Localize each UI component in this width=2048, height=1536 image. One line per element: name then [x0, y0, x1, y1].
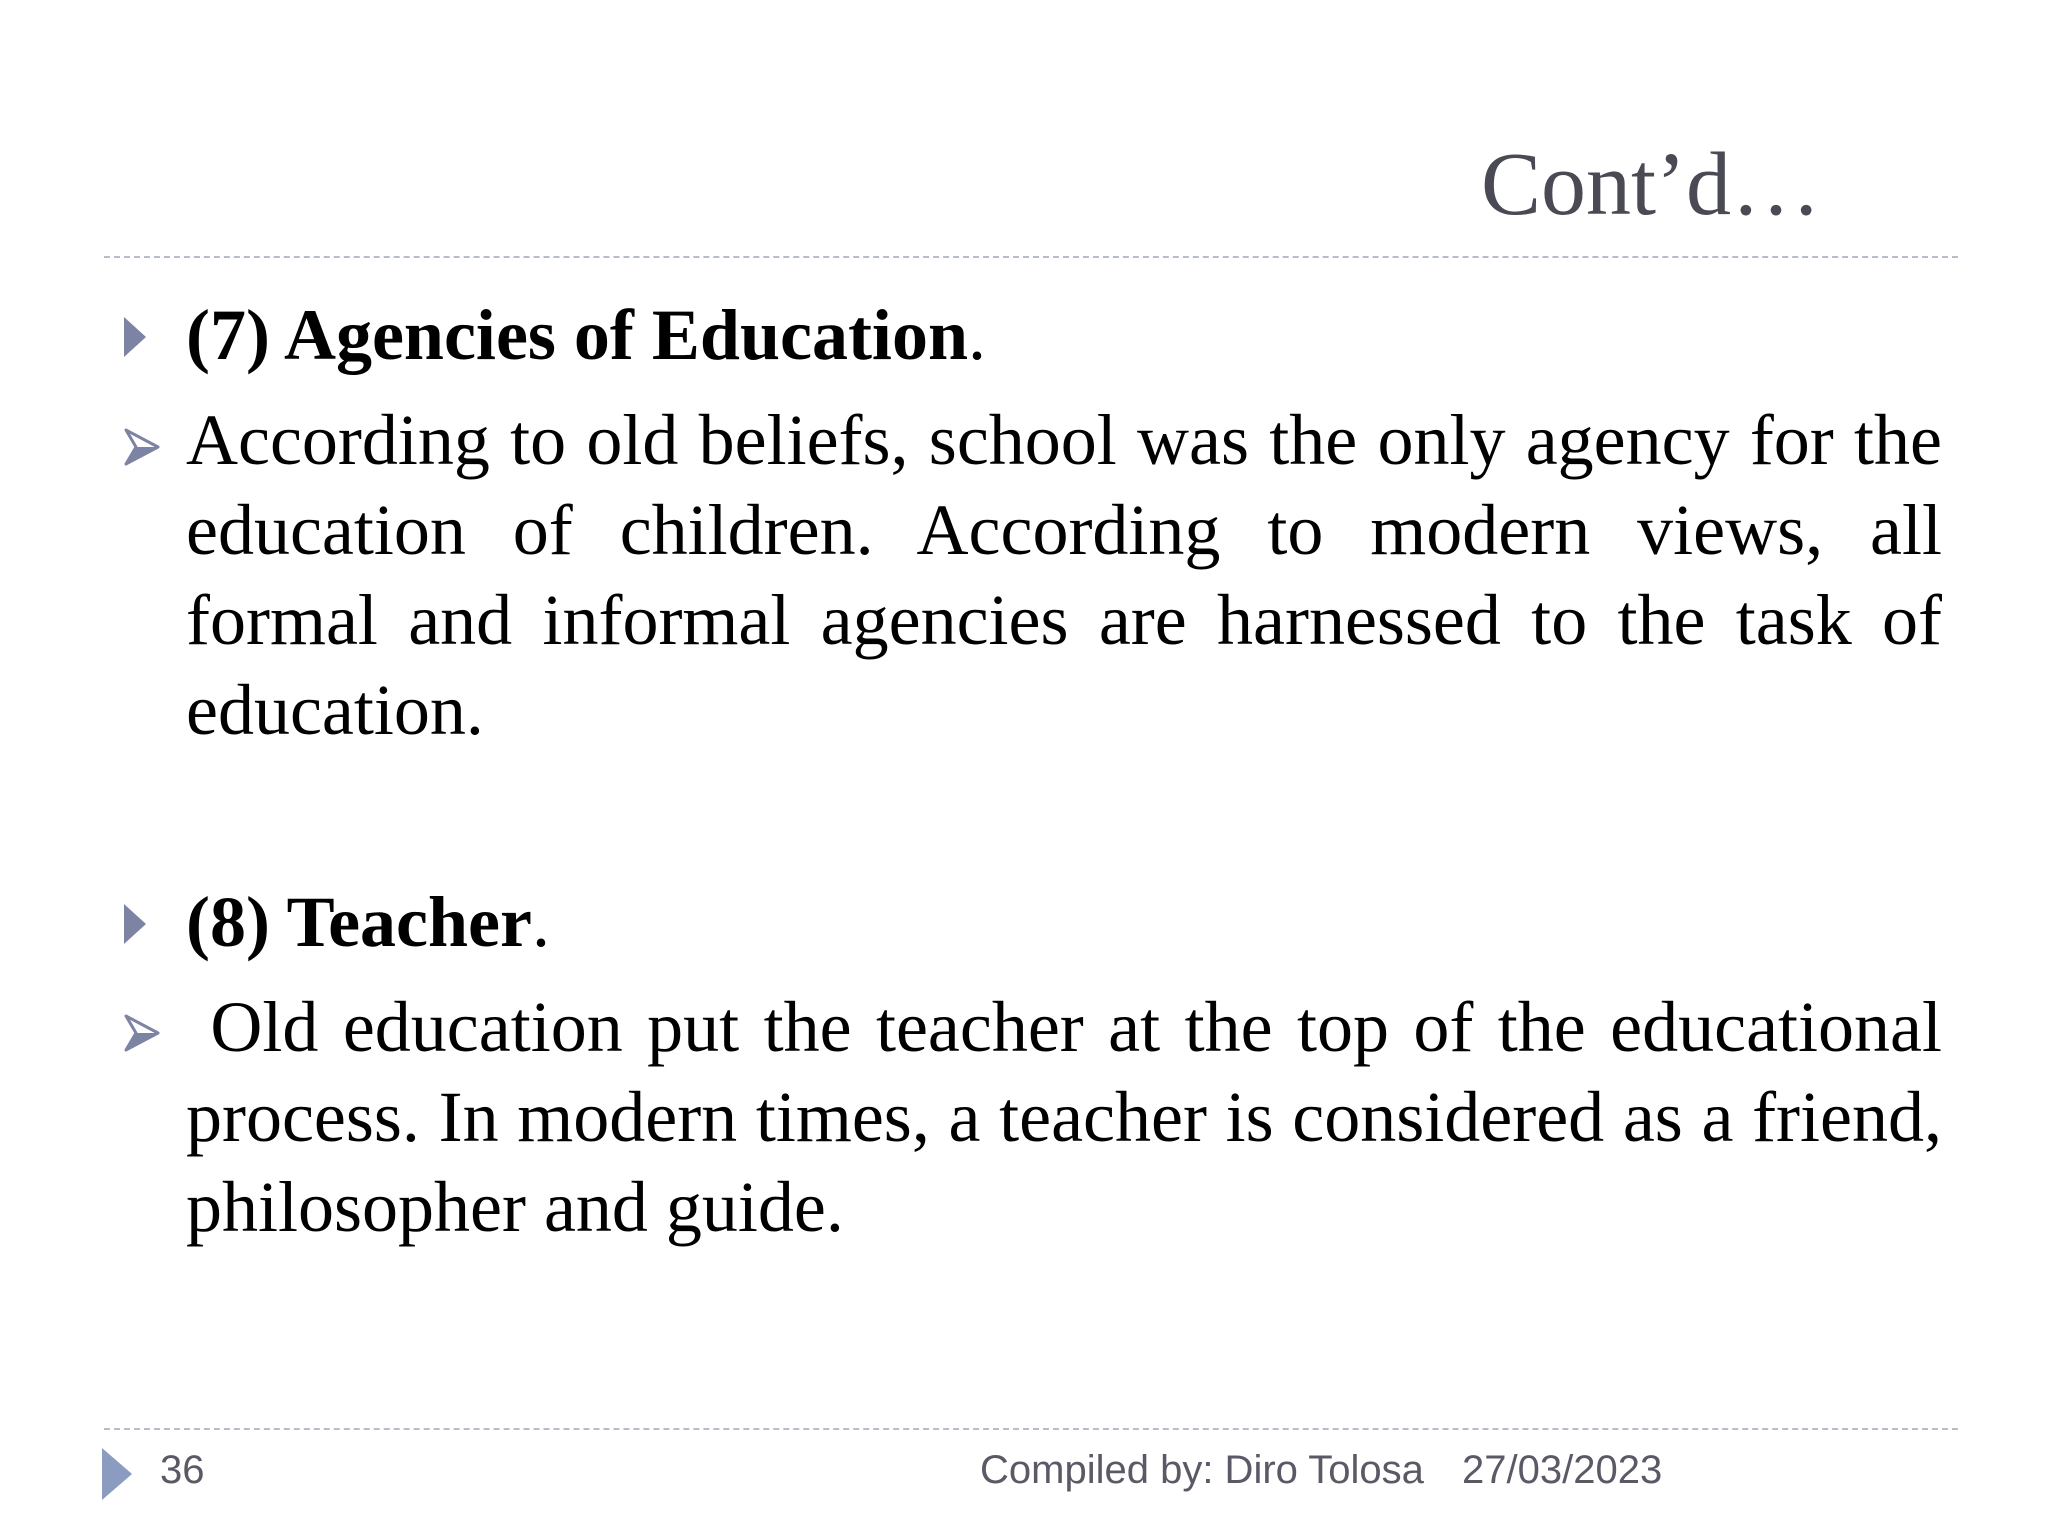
- heading-bullet-icon: [124, 317, 146, 357]
- heading-agencies-bold: (7) Agencies of Education: [186, 295, 968, 375]
- heading-teacher-suffix: .: [531, 882, 550, 962]
- footer-divider: [104, 1428, 1958, 1430]
- footer-compiled-by: Compiled by: Diro Tolosa: [980, 1448, 1424, 1492]
- heading-teacher: [186, 877, 1942, 967]
- paragraph-teacher: Old education put the teacher at the top of the educational process. In modern times, a teacher is considered as a friend, philosopher and guide.: [186, 987, 1960, 1247]
- arrowhead-bullet-icon: [124, 428, 162, 466]
- footer-date: 27/03/2023: [1462, 1448, 1663, 1492]
- heading-teacher-bold: (8) Teacher: [186, 882, 532, 962]
- footer-triangle-icon: [102, 1448, 132, 1500]
- paragraph-agencies: According to old beliefs, school was the only agency for the education of children. According to modern views, all formal and informal agencies are harnessed to the task of education.: [186, 400, 1942, 750]
- heading-agencies-suffix: .: [967, 295, 986, 375]
- heading-bullet-icon: [124, 904, 146, 944]
- title-divider: [104, 256, 1958, 258]
- slide-title: Cont’d…: [1480, 135, 1821, 234]
- page-number: 36: [160, 1448, 205, 1492]
- arrowhead-bullet-icon: [124, 1014, 162, 1052]
- heading-agencies-of-education: [186, 290, 1942, 380]
